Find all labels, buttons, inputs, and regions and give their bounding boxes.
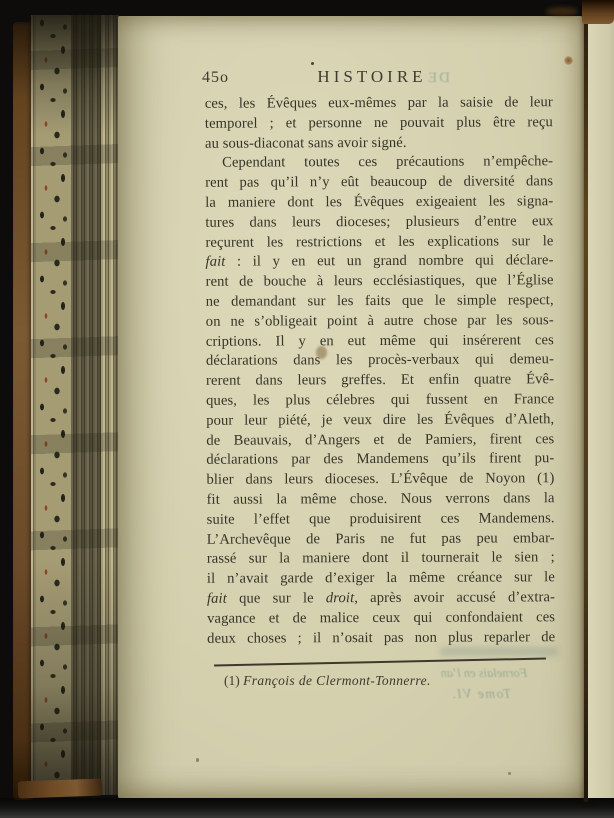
bleedthrough-text: DE — [426, 70, 450, 86]
text-segment: ces, les Évêques eux-mêmes par la saisie de leur — [204, 94, 553, 112]
text-segment: deux choses ; il n’osait pas non plus reparler de — [207, 628, 556, 647]
text-segment: on ne s’obligeait point à autre chose par les sous- — [205, 312, 554, 330]
text-line — [206, 271, 554, 292]
text-line — [206, 331, 554, 352]
italic-text-segment: fait — [205, 254, 226, 271]
text-line — [207, 489, 555, 510]
text-segment: la maniere dont les Évêques exigeaient les signa- — [205, 193, 554, 211]
print-speck — [311, 62, 314, 65]
text-segment: : il y en eut un grand nombre qui déclare- — [225, 252, 554, 271]
cover-leather-top-right — [582, 0, 614, 24]
footnote — [224, 673, 431, 689]
paper-speck — [508, 772, 511, 775]
text-line — [205, 252, 553, 273]
leather-smudge — [546, 7, 578, 16]
text-segment: pour leur piété, je veux dire les Évêques d’Aleth, — [206, 410, 555, 429]
text-line — [206, 351, 554, 372]
page-edge-shading — [71, 15, 101, 795]
leather-corner-bottom — [18, 779, 103, 799]
text-line — [206, 390, 554, 411]
italic-text-segment: droit — [325, 590, 355, 607]
text-line — [205, 232, 553, 253]
text-segment: déclarations dans les procès-verbaux qui demeu- — [205, 351, 554, 370]
text-line — [205, 172, 553, 193]
ink-blot — [316, 346, 327, 359]
text-line — [205, 113, 553, 134]
book-page — [118, 16, 585, 798]
text-segment: tures dans leurs dioceses; plusieurs d’entre eux — [205, 213, 554, 231]
facing-page-edge — [588, 18, 614, 798]
text-line — [207, 529, 555, 550]
text-segment: reçurent les restrictions et les explications sur le — [205, 232, 554, 251]
book-spine-leather — [13, 22, 33, 800]
text-line — [206, 430, 554, 451]
text-segment: rent pas qu’il n’y eût beaucoup de diversité dans — [205, 173, 554, 191]
text-segment: criptions. Il y en eut même qui insérerent ces — [205, 331, 554, 350]
text-segment: ne demandant sur les faits que le simple respect, — [205, 292, 554, 310]
text-segment: il n’avait garde d’exiger la même créance sur le — [206, 569, 555, 587]
text-line — [207, 628, 555, 649]
text-segment: fit aussi la même chose. Nous verrons dans la — [206, 490, 555, 508]
text-segment: au sous-diaconat sans avoir signé. — [204, 134, 407, 152]
text-line — [205, 93, 553, 114]
text-segment: que sur le — [226, 590, 326, 607]
text-segment: suite l’effet que produisirent ces Mandemens. — [206, 509, 555, 528]
text-line — [206, 370, 554, 391]
text-segment: rassé sur la maniere dont il tournerait le sien ; — [206, 549, 555, 568]
text-line — [207, 568, 555, 589]
text-line — [207, 549, 555, 570]
text-line — [206, 410, 554, 431]
text-line — [205, 192, 553, 213]
text-segment: de Beauvais, d’Angers et de Pamiers, firent ces — [206, 430, 555, 449]
text-segment: , après avoir accusé d’extra- — [354, 589, 556, 607]
foxing-spot — [564, 56, 573, 65]
bleedthrough-text: Tome VI. — [450, 686, 512, 701]
text-line — [207, 608, 555, 629]
text-line — [206, 311, 554, 332]
bleedthrough-smudge — [440, 647, 558, 656]
text-line — [206, 450, 554, 471]
text-line — [205, 212, 553, 233]
text-segment: rent de bouche à leurs ecclésiastiques, que l’Église — [205, 272, 554, 290]
scanner-bed-strip — [0, 798, 614, 818]
text-block — [205, 93, 555, 649]
footnote-marker: (1) — [224, 673, 244, 688]
running-title: HISTOIRE — [317, 67, 427, 86]
text-segment: déclarations par des Mandemens qu’ils firent pu- — [206, 450, 555, 469]
bleedthrough-text: Fornelais en l’an — [440, 666, 528, 680]
footnote-text: François de Clermont-Tonnerre. — [243, 673, 431, 688]
text-line — [205, 133, 553, 154]
text-line — [205, 153, 553, 174]
italic-text-segment: fait — [206, 590, 227, 607]
text-segment: Cependant toutes ces précautions n’empêche- — [222, 153, 554, 172]
text-segment: blier dans leurs dioceses. L’Évêque de Noyon (1) — [206, 470, 555, 488]
text-line — [207, 509, 555, 530]
text-segment: ques, les plus célebres qui fussent en France — [206, 391, 555, 409]
text-segment: rerent dans leurs greffes. Et enfin quatre Évê- — [206, 371, 555, 389]
paper-speck — [196, 758, 199, 762]
text-line — [206, 291, 554, 312]
text-line — [206, 469, 554, 490]
text-line — [207, 588, 555, 609]
text-segment: vagance et de malice ceux qui confondaient ces — [207, 608, 556, 627]
page-number: 45o — [202, 69, 229, 86]
text-segment: temporel ; et personne ne pouvait plus être reçu — [204, 114, 553, 132]
text-segment: L’Archevêque de Paris ne fut pas peu embar- — [206, 529, 555, 548]
